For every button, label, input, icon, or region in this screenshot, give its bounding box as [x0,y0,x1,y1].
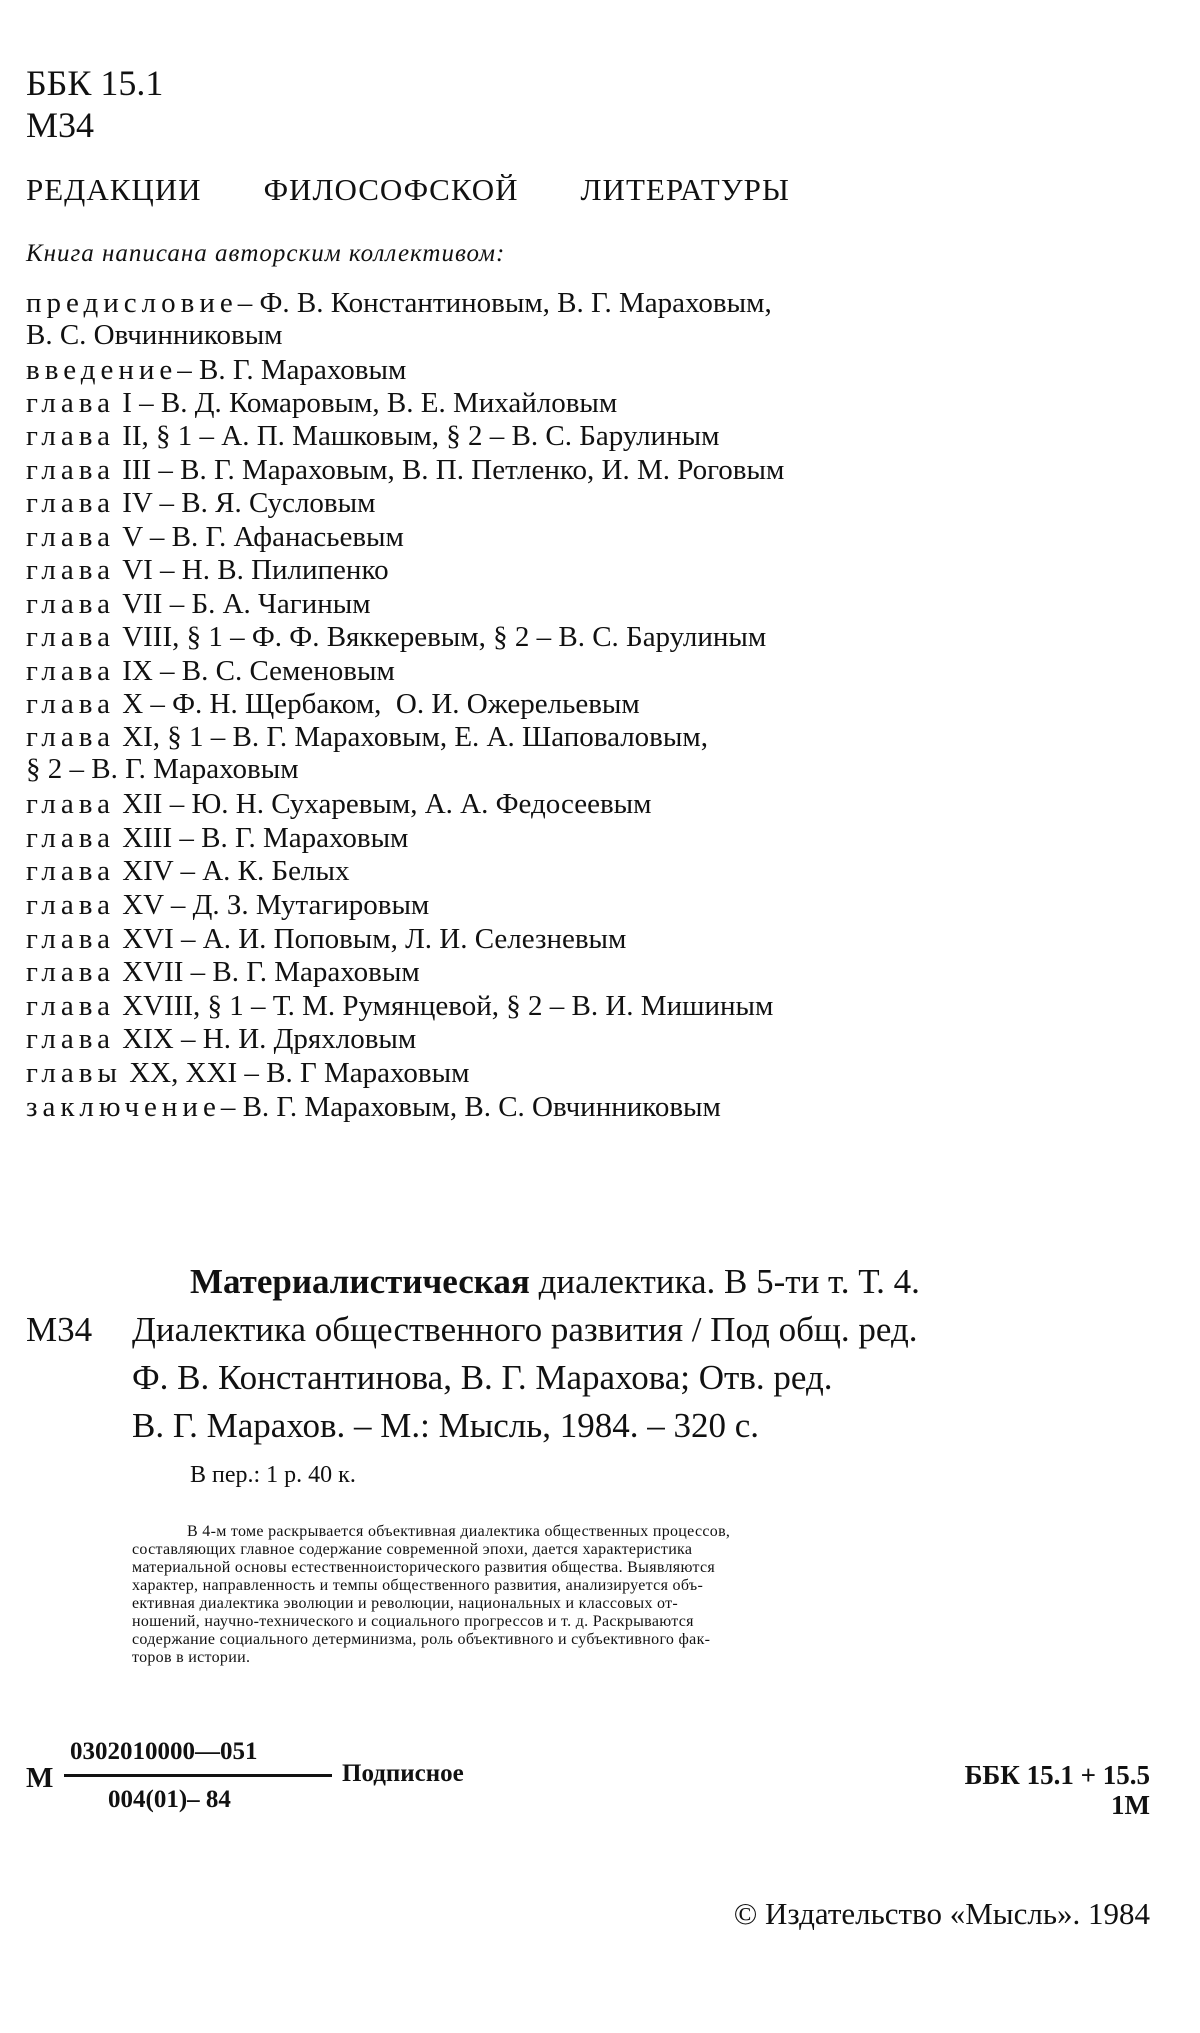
catalog-title-bold: Материалистическая [190,1262,530,1301]
catalog-code: М34 [26,1310,93,1349]
author-section-text: IV – В. Я. Сусловым [122,487,376,519]
authors-line [26,453,1170,487]
authors-line [26,955,1170,989]
author-section-text: XIX – Н. И. Дряхловым [122,1023,417,1055]
author-section-label: глава [26,721,115,753]
publisher-division-word: ЛИТЕРАТУРЫ [580,172,790,207]
author-section-text: – В. Г. Мараховым, В. С. Овчинниковым [220,1091,721,1123]
annotation-line: составляющих главное содержание современной эпохи, дается характеристика [132,1541,693,1558]
author-section-text: В. С. Овчинниковым [26,319,283,351]
subscription-label: Подписное [342,1760,464,1787]
annotation-line: ективная диалектика эволюции и революции, национальных и классовых от- [132,1595,679,1612]
author-section-label: глава [26,923,115,955]
author-section-label: глава [26,788,115,820]
bbk-index: ББК 15.1 [26,63,164,103]
author-section-label: глава [26,688,115,720]
annotation-line: ношений, научно-технического и социального прогрессов и т. д. Раскрываются [132,1613,694,1630]
bbk-code: 1М [1111,1790,1150,1820]
author-section-label: глава [26,387,115,419]
author-section-text: XIII – В. Г. Мараховым [122,822,409,854]
author-section-text: IX – В. С. Семеновым [122,655,395,687]
annotation-line: характер, направленность и темпы общественного развития, анализируется объ- [132,1577,704,1594]
author-section-label: глава [26,655,115,687]
author-section-text: I – В. Д. Комаровым, В. Е. Михайловым [122,387,618,419]
authors-line [26,821,1170,855]
catalog-price: В пер.: 1 р. 40 к. [190,1462,356,1488]
publisher-division-word: РЕДАКЦИИ [26,172,202,207]
annotation [132,1523,1150,1667]
authors-line [26,286,1170,320]
author-section-text: VIII, § 1 – Ф. Ф. Вяккеревым, § 2 – В. С. Барулиным [122,621,767,653]
authors-line [26,989,1170,1023]
author-section-text: VII – Б. А. Чагиным [122,588,371,620]
authors-line [26,854,1170,888]
authors-line [26,922,1170,956]
author-section-text: XVI – А. И. Поповым, Л. И. Селезневым [122,923,627,955]
author-section-text: XVIII, § 1 – Т. М. Румянцевой, § 2 – В. И. Мишиным [122,990,774,1022]
author-section-text: XVII – В. Г. Мараховым [122,956,420,988]
author-section-label: глава [26,454,115,486]
author-section-text: XII – Ю. Н. Сухаревым, А. А. Федосеевым [122,788,652,820]
author-section-label: глава [26,554,115,586]
authors-line [26,486,1170,520]
catalog-line-3: Ф. В. Константинова, В. Г. Марахова; Отв. ред. [132,1358,833,1397]
authors-line [26,752,1170,786]
author-section-text: – Ф. В. Константиновым, В. Г. Мараховым, [237,287,772,319]
author-section-label: глава [26,822,115,854]
authors-line [26,1090,1170,1124]
authors-line [26,553,1170,587]
author-section-label: глава [26,487,115,519]
catalog-title-rest: диалектика. В 5-ти т. Т. 4. [538,1262,920,1301]
catalog-line-4: В. Г. Марахов. – М.: Мысль, 1984. – 320 с. [132,1406,759,1445]
author-section-label: глава [26,521,115,553]
author-section-text: § 2 – В. Г. Мараховым [26,753,299,785]
author-section-label: введение [26,354,178,386]
author-section-label: глава [26,621,115,653]
authors-line [26,318,1170,352]
authors-line [26,587,1170,621]
author-section-text: X – Ф. Н. Щербаком, О. И. Ожерельевым [122,688,640,720]
author-section-text: XV – Д. З. Мутагировым [122,889,430,921]
catalog-line-2: Диалектика общественного развития / Под общ. ред. [132,1310,918,1349]
authors-line [26,654,1170,688]
author-section-label: глава [26,420,115,452]
author-section-text: – В. Г. Мараховым [177,354,407,386]
authors-line [26,1022,1170,1056]
annotation-line: торов в истории. [132,1649,251,1666]
author-section-text: III – В. Г. Мараховым, В. П. Петленко, И. М. Роговым [122,454,785,486]
author-section-label: глава [26,956,115,988]
author-section-label: главы [26,1057,122,1089]
publisher-division-word: ФИЛОСОФСКОЙ [263,172,519,207]
authors-line [26,687,1170,721]
authors-line [26,386,1170,420]
index-numerator: 0302010000—051 [70,1738,258,1765]
publisher-division [26,172,790,208]
author-section-text: V – В. Г. Афанасьевым [122,521,404,553]
author-section-label: глава [26,889,115,921]
authors-line [26,620,1170,654]
authors-line [26,1056,1170,1090]
author-section-label: предисловие [26,287,238,319]
annotation-line: содержание социального детерминизма, роль объективного и субъективного фак- [132,1631,711,1648]
author-section-text: XI, § 1 – В. Г. Мараховым, Е. А. Шаповаловым, [122,721,708,753]
author-section-label: глава [26,855,115,887]
author-section-label: глава [26,990,115,1022]
annotation-line: материальной основы естественноисторического развития общества. Выявляются [132,1559,716,1576]
authors-line [26,888,1170,922]
authors-line [26,520,1170,554]
author-section-label: глава [26,1023,115,1055]
copyright: © Издательство «Мысль». 1984 [733,1896,1150,1931]
author-section-label: заключение [26,1091,221,1123]
bbk-full: ББК 15.1 + 15.5 [964,1760,1150,1790]
fraction-bar [64,1774,332,1777]
authors-line [26,419,1170,453]
author-section-text: XX, XXI – В. Г Мараховым [129,1057,470,1089]
author-section-label: глава [26,588,115,620]
index-m-letter: М [26,1762,54,1794]
authors-line [26,720,1170,754]
catalog-line-1 [190,1262,920,1302]
author-section-text: II, § 1 – А. П. Машковым, § 2 – В. С. Барулиным [122,420,720,452]
authors-intro: Книга написана авторским коллективом: [26,240,506,267]
author-mark-code: М34 [26,105,95,145]
index-denominator: 004(01)– 84 [108,1786,231,1813]
annotation-line: В 4-м томе раскрывается объективная диалектика общественных процессов, [187,1523,731,1540]
author-section-text: VI – Н. В. Пилипенко [122,554,389,586]
authors-line [26,353,1170,387]
authors-line [26,787,1170,821]
author-section-text: XIV – А. К. Белых [122,855,350,887]
